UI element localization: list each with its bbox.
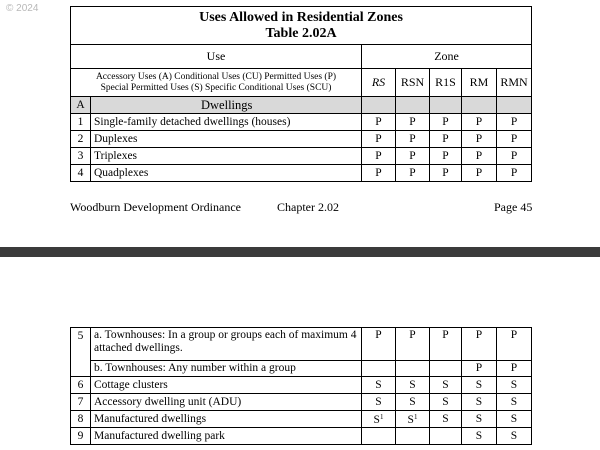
zone-r1s: R1S: [430, 69, 462, 97]
use-cell: b. Townhouses: Any number within a group: [91, 361, 362, 377]
table-row: 5 a. Townhouses: In a group or groups each of maximum 4 attached dwellings. P P P P P: [71, 328, 532, 361]
legend-line-1: Accessory Uses (A) Conditional Uses (CU) Permitted Uses (P): [95, 71, 337, 82]
use-cell: Quadplexes: [91, 165, 362, 182]
table-title: [71, 7, 532, 45]
use-cell: Duplexes: [91, 131, 362, 148]
legend: [71, 69, 362, 97]
title-line-2: Table 2.02A: [265, 26, 337, 41]
table-row: 8 Manufactured dwellings $S^1$ $S^1$ S S S: [71, 411, 532, 428]
use-cell: Triplexes: [91, 148, 362, 165]
footnote-mark: 1: [379, 413, 384, 421]
table-row: 2 Duplexes P P P P P: [71, 131, 532, 148]
zone-rmn: RMN: [497, 69, 532, 97]
zone-rm: RM: [462, 69, 497, 97]
zone-header: Zone: [362, 45, 532, 69]
table-row: 4 Quadplexes P P P P P: [71, 165, 532, 182]
footer-right: Page 45: [494, 200, 533, 214]
section-letter: A: [71, 97, 91, 114]
table-row: 6 Cottage clusters S S S S S: [71, 377, 532, 394]
watermark: © 2024: [6, 3, 39, 14]
footnote-mark: 1: [413, 413, 418, 421]
zone-rs: RS: [362, 69, 396, 97]
use-cell: Manufactured dwellings: [91, 411, 362, 428]
use-cell: Accessory dwelling unit (ADU): [91, 394, 362, 411]
use-cell: a. Townhouses: In a group or groups each of maximum 4 attached dwellings.: [91, 328, 362, 361]
table-row: 7 Accessory dwelling unit (ADU) S S S S S: [71, 394, 532, 411]
table-row: 9 Manufactured dwelling park S S: [71, 428, 532, 445]
page-divider: [0, 247, 600, 257]
use-cell: Single-family detached dwellings (houses): [91, 114, 362, 131]
zone-rsn: RSN: [396, 69, 430, 97]
legend-line-2: Special Permitted Uses (S) Specific Conditional Uses (SCU): [100, 82, 332, 93]
uses-table-bottom: [70, 327, 532, 445]
use-cell: Cottage clusters: [91, 377, 362, 394]
footer-left: Woodburn Development Ordinance: [70, 200, 241, 214]
section-name: Dwellings: [91, 97, 362, 114]
use-cell: Manufactured dwelling park: [91, 428, 362, 445]
table-row: b. Townhouses: Any number within a group P P: [71, 361, 532, 377]
table-row: 3 Triplexes P P P P P: [71, 148, 532, 165]
uses-table-top: [70, 6, 532, 182]
use-header: Use: [71, 45, 362, 69]
table-row: 1 Single-family detached dwellings (houses) P P P P P: [71, 114, 532, 131]
footer-center: Chapter 2.02: [277, 200, 339, 214]
title-line-1: Uses Allowed in Residential Zones: [199, 10, 403, 25]
